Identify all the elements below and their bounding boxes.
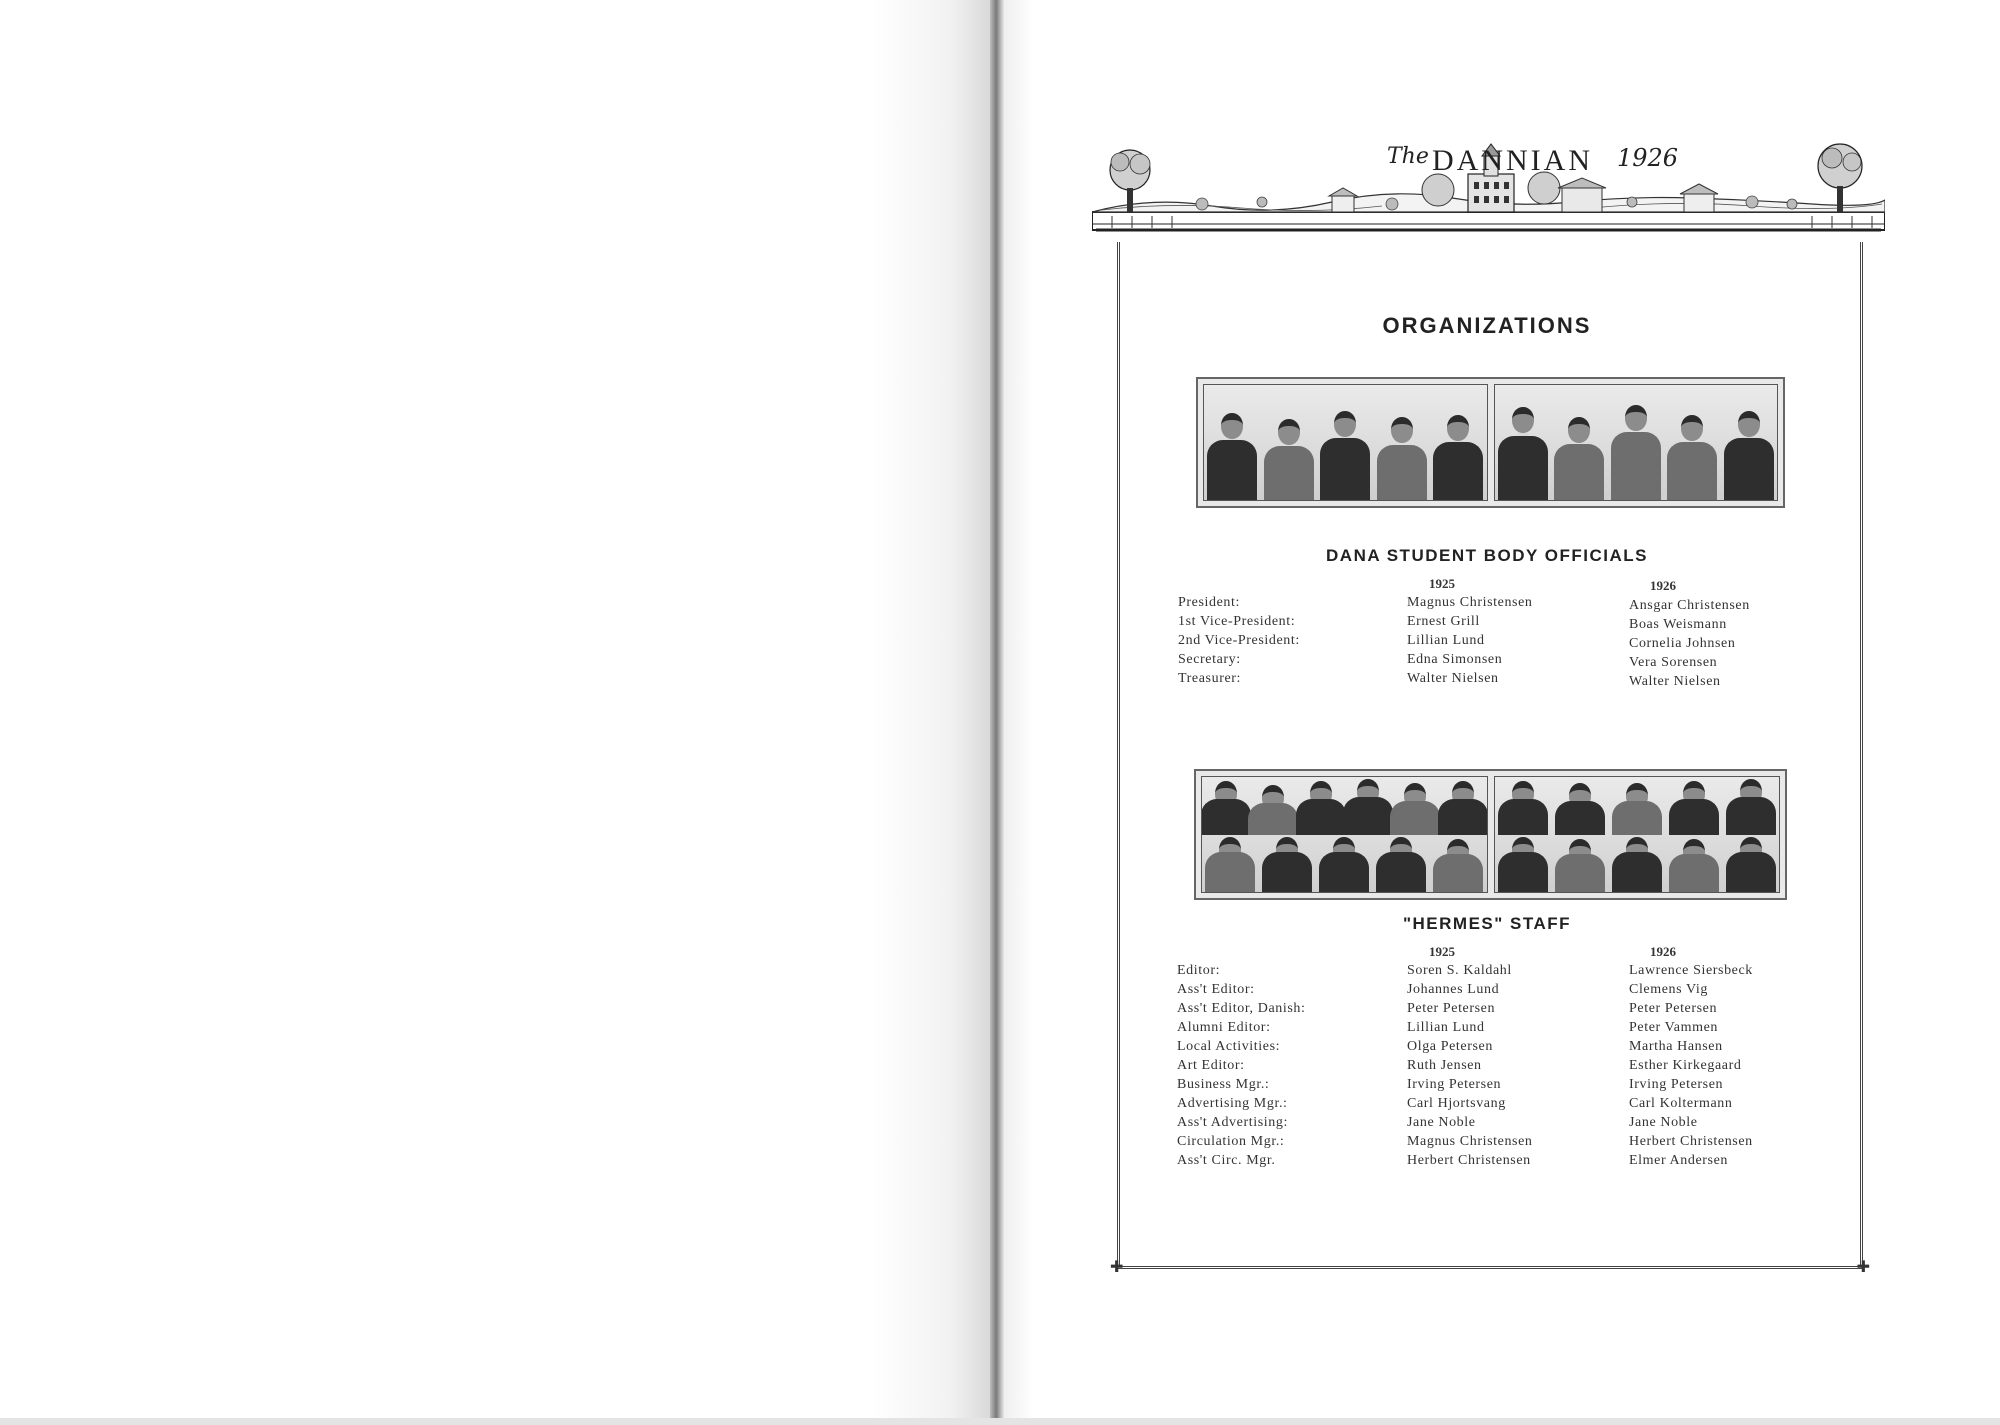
person-figure [1264,835,1310,893]
person-figure [1345,777,1391,835]
hermes-name-1925: Herbert Christensen [1407,1153,1531,1168]
person-figure [1435,385,1481,500]
hermes-role: Advertising Mgr.: [1177,1096,1288,1111]
hermes-1926-column [1629,961,1753,1170]
person-figure [1392,777,1438,835]
officials-group-photo [1196,377,1785,508]
header-banner [1092,140,1885,236]
hermes-name-1925: Carl Hjortsvang [1407,1096,1506,1111]
hermes-name-1926: Carl Koltermann [1629,1096,1733,1111]
person-figure [1614,777,1660,835]
officials-year-1925: 1925 [1429,576,1455,591]
person-figure [1298,777,1344,835]
hermes-name-1926: Peter Vammen [1629,1020,1718,1035]
person-figure [1613,385,1659,500]
officials-year-1926: 1926 [1650,578,1676,593]
officials-section-title: DANA STUDENT BODY OFFICIALS [1326,546,1648,565]
officials-role: Secretary: [1178,652,1241,667]
hermes-role: Local Activities: [1177,1039,1281,1054]
officials-name-1925: Ernest Grill [1407,614,1480,629]
hermes-section-title: "HERMES" STAFF [1402,914,1572,933]
hermes-name-1926: Irving Petersen [1629,1077,1724,1092]
hermes-role: Ass't Circ. Mgr. [1177,1153,1276,1168]
hermes-name-1926: Esther Kirkegaard [1629,1058,1742,1073]
officials-name-1925: Walter Nielsen [1407,671,1499,686]
person-figure [1322,385,1368,500]
officials-name-1926: Cornelia Johnsen [1629,636,1736,651]
hermes-name-1925: Irving Petersen [1407,1077,1502,1092]
page-title: ORGANIZATIONS [1382,313,1592,338]
hermes-name-1925: Lillian Lund [1407,1020,1485,1035]
officials-role: President: [1178,595,1240,610]
banner-title: DANNIAN [1432,144,1593,177]
hermes-1925-column [1407,961,1533,1170]
corner-ornament-icon: ✚ [1110,1259,1124,1276]
corner-ornament-icon: ✚ [1856,1259,1870,1276]
blank-left-page [0,0,990,1425]
person-figure [1250,777,1296,835]
officials-role: 2nd Vice-President: [1178,633,1300,648]
person-figure [1557,835,1603,893]
back-row [1495,777,1780,835]
hermes-role: Ass't Editor: [1177,982,1255,997]
officials-1926-column [1629,596,1750,691]
hermes-name-1925: Soren S. Kaldahl [1407,963,1512,978]
person-figure [1669,385,1715,500]
person-figure [1440,777,1486,835]
person-figure [1209,385,1255,500]
hermes-year-1926: 1926 [1650,944,1676,959]
officials-role: 1st Vice-President: [1178,614,1296,629]
back-row [1202,777,1487,835]
person-figure [1726,385,1772,500]
hermes-photo-left [1201,776,1488,893]
hermes-role: Alumni Editor: [1177,1020,1271,1035]
person-figure [1728,835,1774,893]
person-figure [1671,835,1717,893]
officials-roles-column [1178,593,1300,688]
officials-name-1925: Lillian Lund [1407,633,1485,648]
hermes-name-1925: Peter Petersen [1407,1001,1496,1016]
hermes-name-1925: Olga Petersen [1407,1039,1493,1054]
person-figure [1500,777,1546,835]
hermes-staff-group-photo [1194,769,1787,900]
person-figure [1321,835,1367,893]
officials-name-1926: Boas Weismann [1629,617,1727,632]
person-figure [1266,385,1312,500]
hermes-name-1926: Elmer Andersen [1629,1153,1728,1168]
officials-name-1925: Magnus Christensen [1407,595,1533,610]
hermes-name-1926: Herbert Christensen [1629,1134,1753,1149]
hermes-role: Circulation Mgr.: [1177,1134,1285,1149]
hermes-photo-right [1494,776,1781,893]
banner-year: 1926 [1617,144,1679,172]
hermes-role: Ass't Advertising: [1177,1115,1288,1130]
front-row [1202,835,1487,893]
hermes-year-1925: 1925 [1429,944,1455,959]
person-figure [1379,385,1425,500]
person-figure [1671,777,1717,835]
hermes-name-1926: Lawrence Siersbeck [1629,963,1753,978]
front-row [1495,835,1780,893]
person-figure [1614,835,1660,893]
officials-name-1926: Ansgar Christensen [1629,598,1750,613]
hermes-roles-column [1177,961,1306,1170]
person-figure [1435,835,1481,893]
hermes-name-1926: Clemens Vig [1629,982,1708,997]
officials-role: Treasurer: [1178,671,1242,686]
hermes-name-1925: Jane Noble [1407,1115,1476,1130]
person-figure [1728,777,1774,835]
person-figure [1500,385,1546,500]
hermes-name-1926: Jane Noble [1629,1115,1698,1130]
officials-1925-column [1407,593,1533,688]
person-figure [1556,385,1602,500]
hermes-role: Art Editor: [1177,1058,1245,1073]
person-figure [1557,777,1603,835]
hermes-role: Editor: [1177,963,1221,978]
officials-name-1926: Vera Sorensen [1629,655,1718,670]
hermes-role: Ass't Editor, Danish: [1177,1001,1306,1016]
book-gutter [990,0,1004,1425]
hermes-name-1925: Ruth Jensen [1407,1058,1482,1073]
officials-name-1926: Walter Nielsen [1629,674,1721,689]
person-figure [1203,777,1249,835]
officials-photo-right [1494,384,1779,501]
person-figure [1500,835,1546,893]
officials-photo-left [1203,384,1488,501]
person-figure [1378,835,1424,893]
page-bottom-edge [0,1418,2000,1425]
hermes-name-1926: Peter Petersen [1629,1001,1718,1016]
hermes-name-1925: Magnus Christensen [1407,1134,1533,1149]
hermes-role: Business Mgr.: [1177,1077,1270,1092]
hermes-name-1925: Johannes Lund [1407,982,1500,997]
hermes-name-1926: Martha Hansen [1629,1039,1723,1054]
banner-the: The [1387,144,1429,169]
officials-name-1925: Edna Simonsen [1407,652,1503,667]
person-figure [1207,835,1253,893]
